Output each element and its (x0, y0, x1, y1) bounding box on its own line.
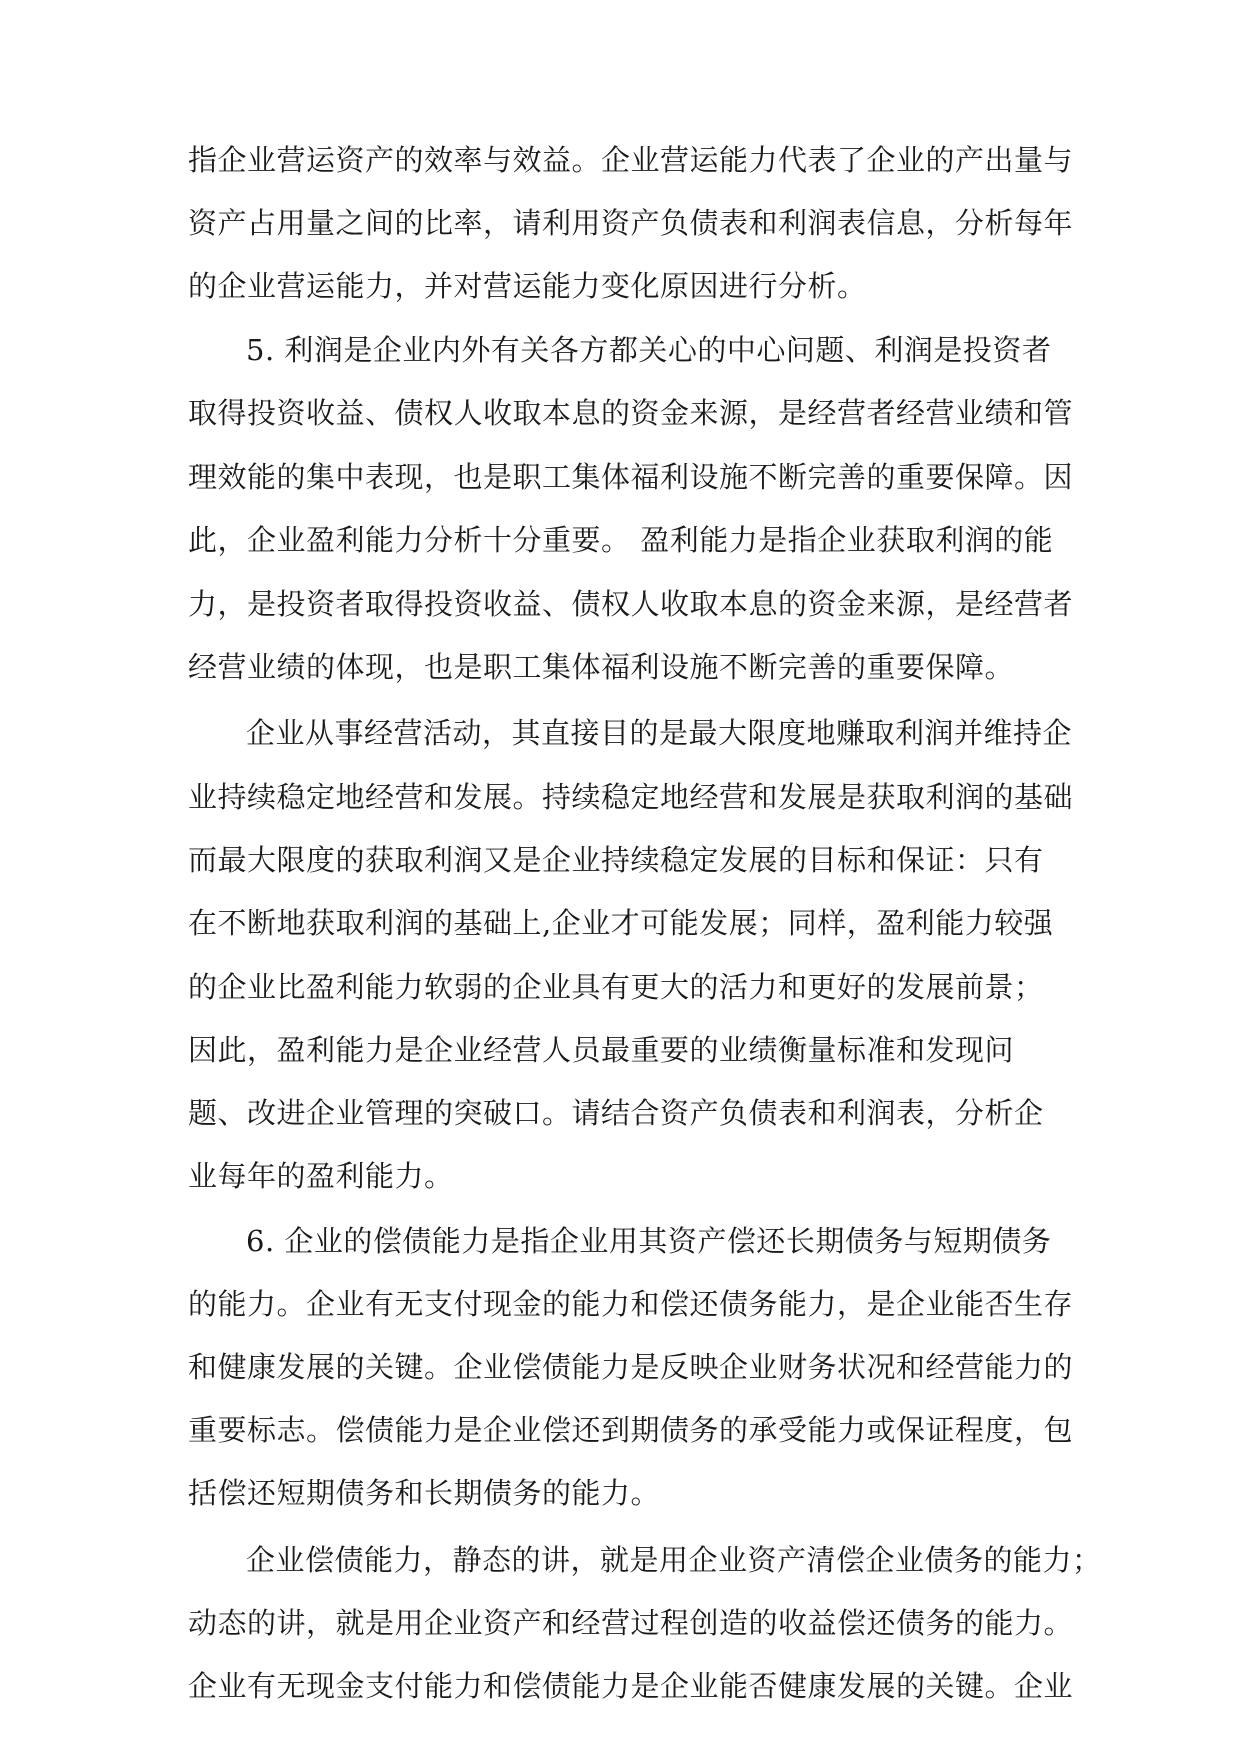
text-line: 企业从事经营活动，其直接目的是最大限度地赚取利润并维持企 (246, 716, 1073, 750)
text-line: 企业有无现金支付能力和偿债能力是企业能否健康发展的关键。企业 (188, 1669, 1074, 1703)
text-line: 括偿还短期债务和长期债务的能力。 (188, 1476, 661, 1510)
text-line: 资产占用量之间的比率，请利用资产负债表和利润表信息，分析每年 (188, 206, 1074, 240)
text-line: 理效能的集中表现，也是职工集体福利设施不断完善的重要保障。因 (188, 460, 1074, 494)
text-line: 的企业比盈利能力软弱的企业具有更大的活力和更好的发展前景； (188, 970, 1044, 1004)
text-line: 因此，盈利能力是企业经营人员最重要的业绩衡量标准和发现问 (188, 1033, 1015, 1067)
text-line: 业持续稳定地经营和发展。持续稳定地经营和发展是获取利润的基础 (188, 780, 1074, 814)
text-line: 业每年的盈利能力。 (188, 1159, 454, 1193)
text-line: 题、改进企业管理的突破口。请结合资产负债表和利润表，分析企 (188, 1096, 1044, 1130)
text-line: 企业偿债能力，静态的讲，就是用企业资产清偿企业债务的能力； (246, 1543, 1102, 1577)
text-line: 力，是投资者取得投资收益、债权人收取本息的资金来源，是经营者 (188, 587, 1074, 621)
text-line: 取得投资收益、债权人收取本息的资金来源，是经营者经营业绩和管 (188, 396, 1074, 430)
text-line: 5. 利润是企业内外有关各方都关心的中心问题、利润是投资者 (246, 333, 1052, 367)
text-line: 经营业绩的体现，也是职工集体福利设施不断完善的重要保障。 (188, 650, 1015, 684)
text-line: 6. 企业的偿债能力是指企业用其资产偿还长期债务与短期债务 (246, 1224, 1052, 1258)
text-line: 和健康发展的关键。企业偿债能力是反映企业财务状况和经营能力的 (188, 1350, 1074, 1384)
text-line: 此，企业盈利能力分析十分重要。 盈利能力是指企业获取利润的能 (188, 523, 1054, 557)
text-line: 的企业营运能力，并对营运能力变化原因进行分析。 (188, 269, 867, 303)
text-line: 而最大限度的获取利润又是企业持续稳定发展的目标和保证：只有 (188, 843, 1044, 877)
text-line: 的能力。企业有无支付现金的能力和偿还债务能力，是企业能否生存 (188, 1287, 1074, 1321)
text-line: 重要标志。偿债能力是企业偿还到期债务的承受能力或保证程度，包 (188, 1413, 1074, 1447)
text-line: 动态的讲，就是用企业资产和经营过程创造的收益偿还债务的能力。 (188, 1606, 1074, 1640)
text-line: 在不断地获取利润的基础上,企业才可能发展；同样，盈利能力较强 (188, 906, 1054, 940)
text-line: 指企业营运资产的效率与效益。企业营运能力代表了企业的产出量与 (188, 143, 1074, 177)
